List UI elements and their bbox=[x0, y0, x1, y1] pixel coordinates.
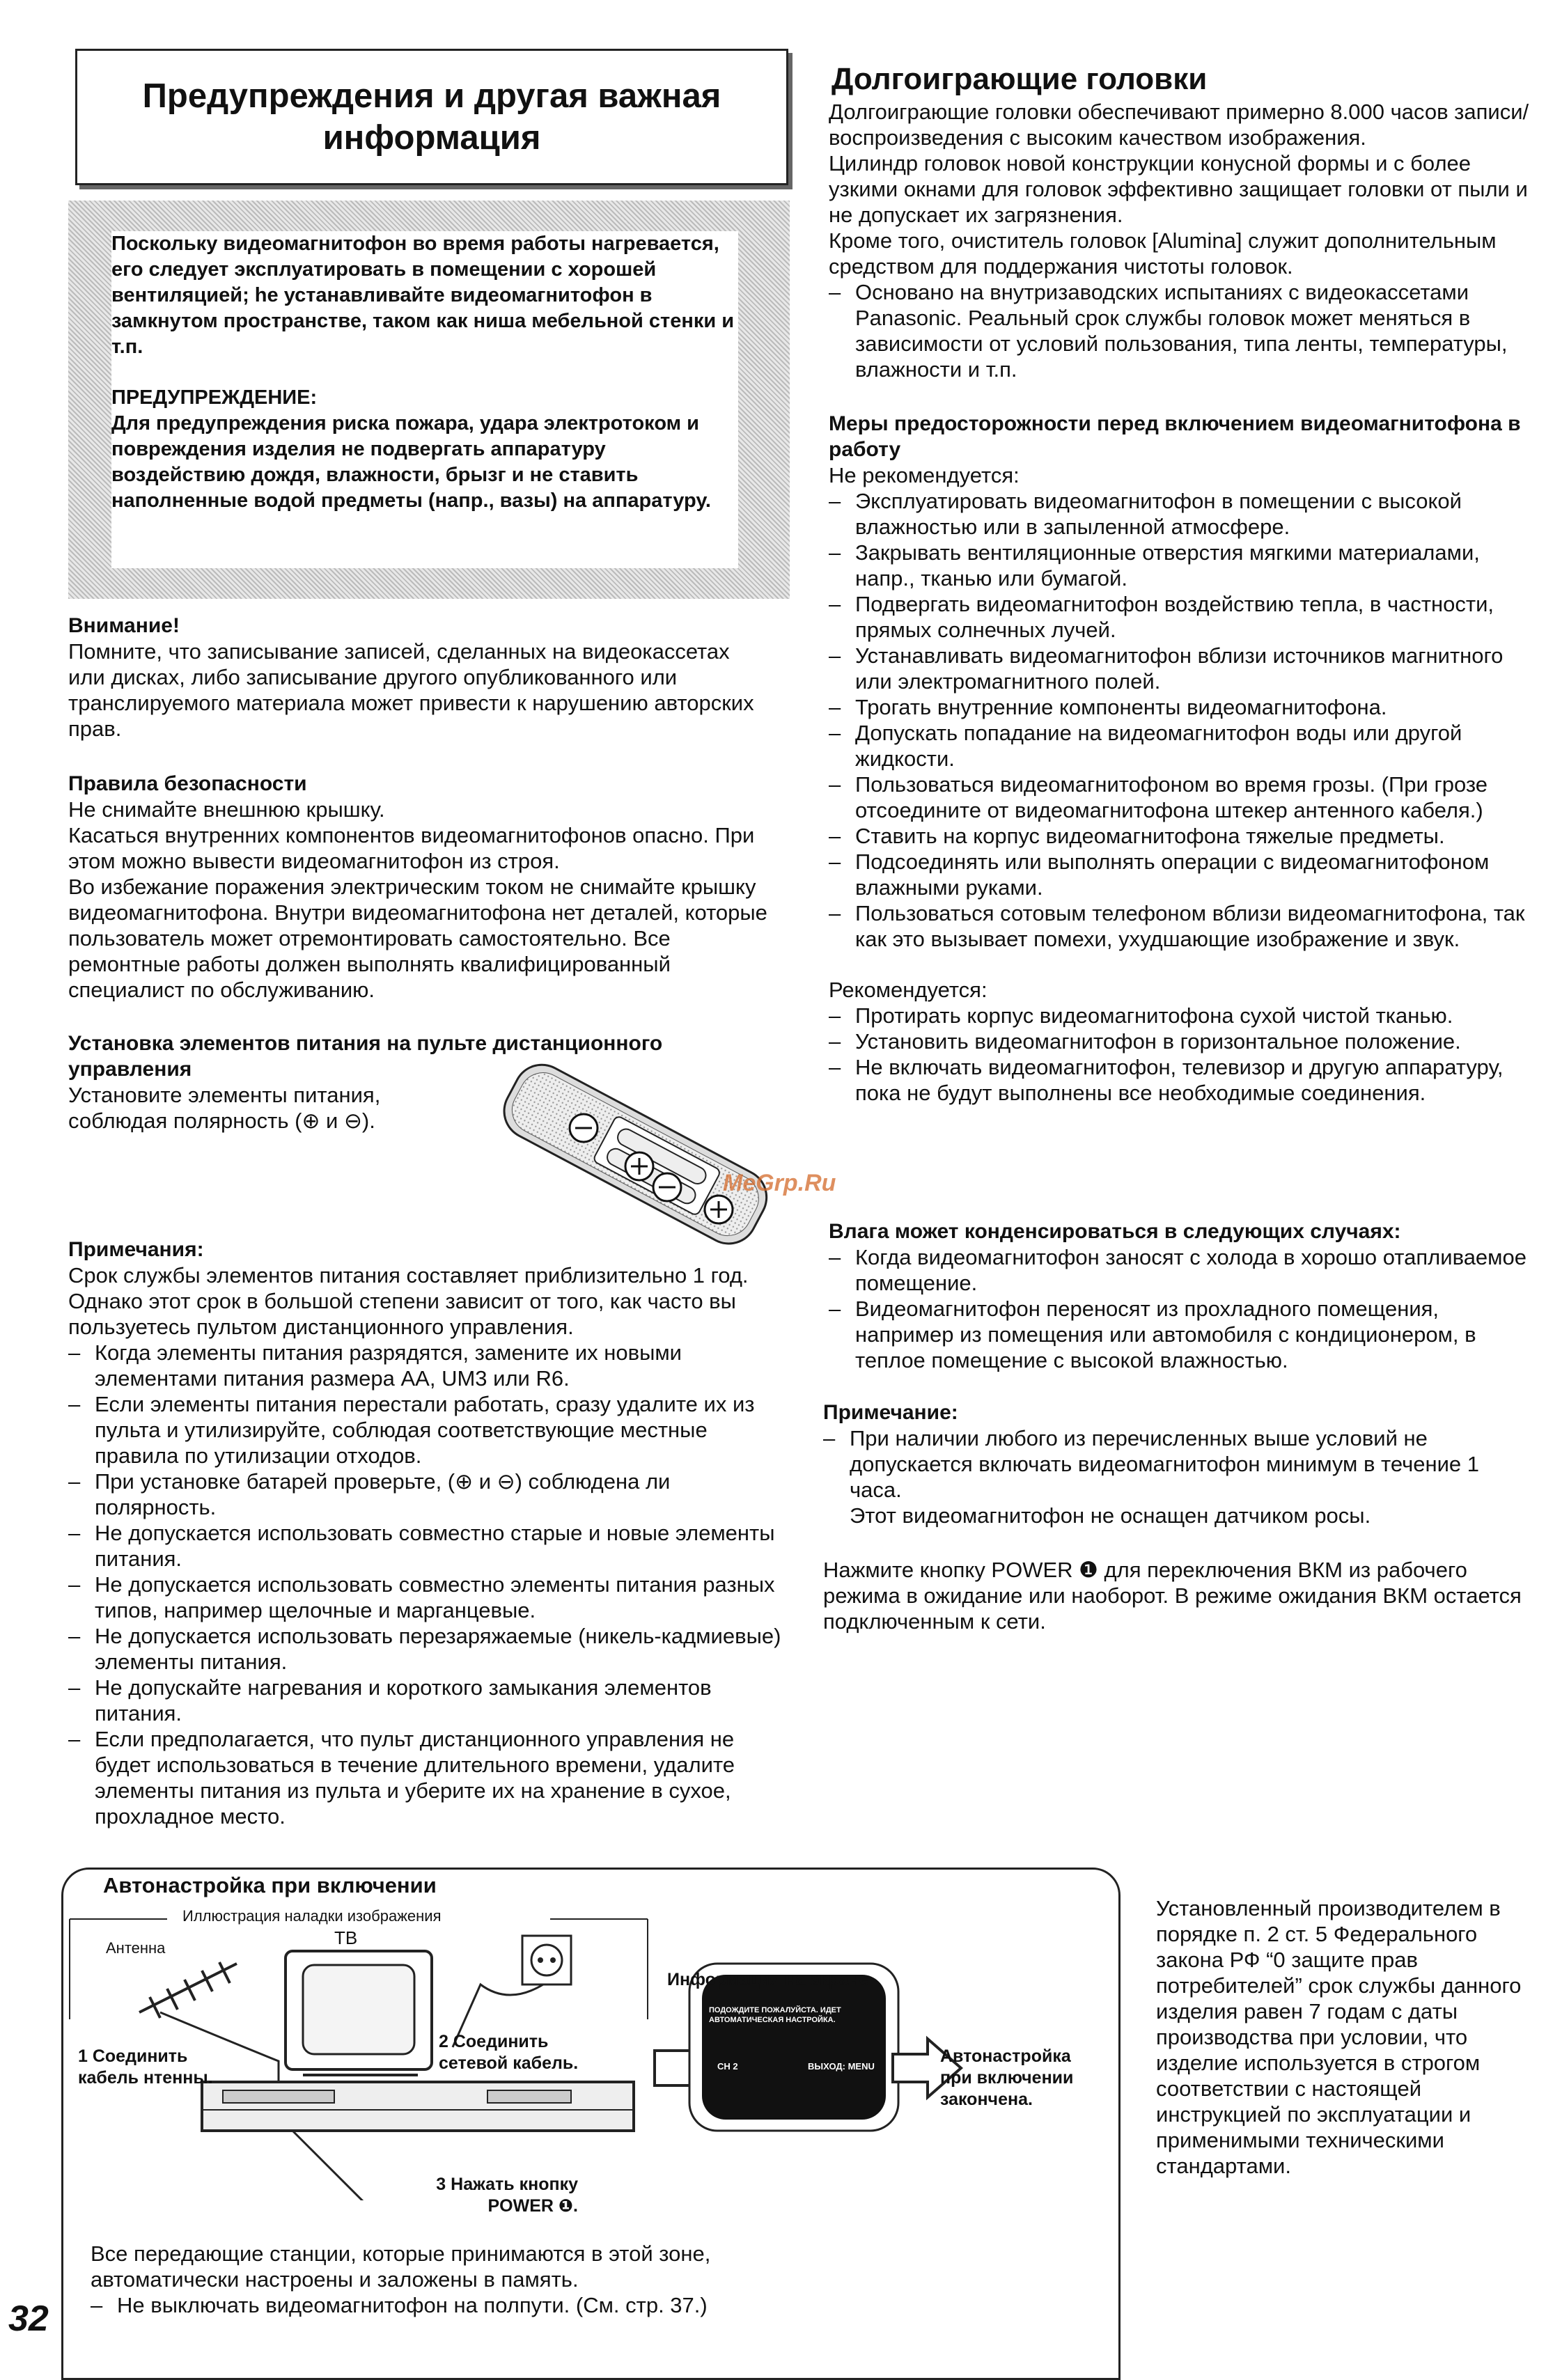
list-item: – Допускать попадание на видеомагнитофон воды или другой жидкости. bbox=[829, 720, 1536, 772]
heads-list bbox=[829, 279, 1532, 382]
warning-intro: Поскольку видеомагнитофон во время работы нагревается, его следует эксплуатировать в помещении с хорошей вентиляцией; he устанавливайте видеомагнитофон в замкнутом пространстве, таком как ниша мебельной стенки и т.п. bbox=[111, 233, 735, 358]
list-item: – При установке батарей проверьте, (⊕ и ⊖) соблюдена ли полярность. bbox=[68, 1469, 786, 1520]
attention-section bbox=[68, 613, 772, 742]
heads-title: Долгоиграющие головки bbox=[831, 62, 1208, 96]
list-item: – Устанавливать видеомагнитофон вблизи источников магнитного или электромагнитного полей. bbox=[829, 643, 1536, 694]
note-section bbox=[823, 1400, 1530, 1528]
autotune-subtitle: Иллюстрация наладки изображения bbox=[182, 1907, 442, 1925]
warning-heading: ПРЕДУПРЕЖДЕНИЕ: bbox=[111, 386, 318, 409]
legal-notice bbox=[1156, 1895, 1532, 2179]
recommended-list bbox=[829, 1003, 1536, 1106]
safety-line: Во избежание поражения электрическим током не снимайте крышку видеомагнитофона. Внутри видеомагнитофона нет деталей, которые пользователь может отремонтировать самостоятельно. Все ремонтные работы должен выполнять квалифицированный специалист по обслуживанию. bbox=[68, 875, 767, 1002]
precautions-heading: Меры предосторожности перед включением видеомагнитофона в работу bbox=[829, 412, 1521, 461]
attention-text: Помните, что записывание записей, сделанных на видеокассетах или дисках, либо записывание другого опубликованного или транслируемого материала может привести к нарушению авторских прав. bbox=[68, 639, 754, 741]
list-item: – Если предполагается, что пульт дистанционного управления не будет использоваться в течение длительного времени, удалите элементы питания из пульта и уберите их на хранение в сухое, прохладное место. bbox=[68, 1726, 786, 1829]
page-number: 32 bbox=[8, 2299, 49, 2339]
precautions-section bbox=[829, 411, 1536, 1106]
page-title-box bbox=[75, 49, 788, 185]
step-1: 1 Соединить кабель нтенны. bbox=[78, 2046, 213, 2088]
list-item: – Подвергать видеомагнитофон воздействию тепла, в частности, прямых солнечных лучей. bbox=[829, 591, 1536, 643]
autotune-bottom-text: Все передающие станции, которые принимаются в этой зоне, автоматически настроены и заложены в память. bbox=[91, 2241, 711, 2292]
heads-text: Кроме того, очиститель головок [Alumina] служит дополнительным средством для поддержания чистоты головок. bbox=[829, 228, 1497, 279]
power-section bbox=[823, 1557, 1530, 1634]
note-list bbox=[823, 1425, 1530, 1503]
warning-text: Для предупреждения риска пожара, удара электротоком и повреждения изделия не подвергать аппаратуру воздействию дождя, влажности, брызг и не ставить наполненные водой предметы (напр., вазы) на аппаратуру. bbox=[111, 412, 711, 512]
not-recommended-list bbox=[829, 488, 1536, 952]
warning-box-inner bbox=[111, 231, 738, 568]
note-heading: Примечание: bbox=[823, 1401, 958, 1424]
list-item: – Не включать видеомагнитофон, телевизор и другую аппаратуру, пока не будут выполнены все необходимые соединения. bbox=[829, 1054, 1536, 1106]
battery-heading: Установка элементов питания на пульте дистанционного управления bbox=[68, 1032, 663, 1081]
tv-icon bbox=[286, 1951, 432, 2075]
list-item: – Протирать корпус видеомагнитофона сухой чистой тканью. bbox=[829, 1003, 1536, 1028]
list-item: – Не допускается использовать совместно элементы питания разных типов, например щелочные и марганцевые. bbox=[68, 1572, 786, 1623]
attention-heading: Внимание! bbox=[68, 614, 180, 637]
list-item: – Подсоединять или выполнять операции с видеомагнитофоном влажными руками. bbox=[829, 849, 1536, 900]
list-item: – Пользоваться видеомагнитофоном во время грозы. (При грозе отсоедините от видеомагнитофона штекер антенного кабеля.) bbox=[829, 772, 1536, 823]
list-item: – Если элементы питания перестали работать, сразу удалите их из пульта и утилизируйте, соблюдая соответствующие местные правила по утилизации отходов. bbox=[68, 1391, 786, 1469]
screen-info-label: Информация на экране bbox=[667, 1970, 869, 1989]
battery-instruction bbox=[68, 1082, 430, 1134]
autotune-title: Автонастройка при включении bbox=[103, 1873, 437, 1897]
step-3: 3 Нажать кнопку POWER ❶. bbox=[436, 2175, 578, 2216]
watermark: MeGrp.Ru bbox=[723, 1170, 836, 1196]
condensation-heading: Влага может конденсироваться в следующих случаях: bbox=[829, 1220, 1401, 1243]
remote-control-illustration bbox=[481, 1053, 787, 1262]
list-item: – Не допускается использовать совместно старые и новые элементы питания. bbox=[68, 1520, 786, 1572]
antenna-label: Антенна bbox=[106, 1939, 166, 1957]
step-2: 2 Соединить сетевой кабель. bbox=[439, 2032, 579, 2073]
list-item: – Не выключать видеомагнитофон на полпути. (См. стр. 37.) bbox=[91, 2292, 773, 2318]
notes-section bbox=[68, 1237, 786, 1829]
safety-heading: Правила безопасности bbox=[68, 772, 307, 795]
heads-text: Цилиндр головок новой конструкции конусной формы и с более узкими окнами для головок эффективно защищает головки от пыли и не допускает их загрязнения. bbox=[829, 151, 1528, 227]
safety-line: Не снимайте внешнюю крышку. bbox=[68, 797, 385, 822]
list-item: – Не допускается использовать перезаряжаемые (никель-кадмиевые) элементы питания. bbox=[68, 1623, 786, 1675]
screen-exit: ВЫХОД: MENU bbox=[808, 2061, 875, 2072]
tv-label: ТВ bbox=[334, 1927, 358, 1948]
list-item: – Когда элементы питания разрядятся, замените их новыми элементами питания размера АА, UM3 или R6. bbox=[68, 1340, 786, 1391]
list-item: – Установить видеомагнитофон в горизонтальное положение. bbox=[829, 1028, 1536, 1054]
not-recommended-label: Не рекомендуется: bbox=[829, 463, 1020, 487]
warning-box bbox=[68, 201, 790, 599]
recommended-label: Рекомендуется: bbox=[829, 978, 987, 1002]
list-item: – Когда видеомагнитофон заносят с холода в хорошо отапливаемое помещение. bbox=[829, 1244, 1536, 1296]
autotune-list bbox=[91, 2292, 773, 2318]
condensation-section bbox=[829, 1219, 1536, 1373]
list-item: – Пользоваться сотовым телефоном вблизи видеомагнитофона, так как это вызывает помехи, ухудшающие изображение и звук. bbox=[829, 900, 1536, 952]
list-item: – Закрывать вентиляционные отверстия мягкими материалами, напр., тканью или бумагой. bbox=[829, 540, 1536, 591]
legal-text: Установленный производителем в порядке п. 2 ст. 5 Федерального закона РФ “0 защите прав потребителей” срок службы данного изделия равен 7 годам с даты производства при условии, что изделие используется в строгом соответствии с настоящей инструкцией по эксплуатации и применимыми техническими стандартами. bbox=[1156, 1896, 1522, 2178]
list-item: – Основано на внутризаводских испытаниях с видеокассетами Panasonic. Реальный срок службы головок может меняться в зависимости от условий пользования, типа ленты, температуры, влажности и т.п. bbox=[829, 279, 1532, 382]
safety-section bbox=[68, 771, 786, 1003]
polarity-plus-icon bbox=[705, 1196, 733, 1223]
power-text: Нажмите кнопку POWER ❶ для переключения ВКМ из рабочего режима в ожидание или наоборот. В режиме ожидания ВКМ остается подключенным к сети. bbox=[823, 1558, 1522, 1634]
list-item: – Эксплуатировать видеомагнитофон в помещении с высокой влажностью или в запыленной атмосфере. bbox=[829, 488, 1536, 540]
screen-text: ПОДОЖДИТЕ ПОЖАЛУЙСТА. ИДЕТ АВТОМАТИЧЕСКАЯ НАСТРОЙКА. bbox=[709, 2006, 841, 2024]
list-item: – Не допускайте нагревания и короткого замыкания элементов питания. bbox=[68, 1675, 786, 1726]
safety-line: Касаться внутренних компонентов видеомагнитофонов опасно. При этом можно вывести видеомагнитофон из строя. bbox=[68, 823, 755, 873]
notes-list bbox=[68, 1340, 786, 1829]
condensation-list bbox=[829, 1244, 1536, 1373]
polarity-minus-icon bbox=[653, 1173, 681, 1201]
heads-text: Долгоиграющие головки обеспечивают примерно 8.000 часов записи/воспроизведения с высоким качеством изображения. bbox=[829, 100, 1529, 150]
wall-socket-icon bbox=[453, 1936, 571, 2047]
polarity-minus-icon bbox=[570, 1114, 598, 1142]
list-item: – Трогать внутренние компоненты видеомагнитофона. bbox=[829, 694, 1536, 720]
heads-section bbox=[829, 99, 1532, 382]
page-title: Предупреждения и другая важная информация bbox=[142, 77, 721, 157]
notes-heading: Примечания: bbox=[68, 1238, 204, 1261]
notes-text: Срок службы элементов питания составляет приблизительно 1 год. Однако этот срок в большой степени зависит от того, как часто вы пользуетесь пультом дистанционного управления. bbox=[68, 1263, 749, 1339]
screen-channel: CH 2 bbox=[717, 2061, 738, 2072]
list-item: – Видеомагнитофон переносят из прохладного помещения, например из помещения или автомобиля с кондиционером, в теплое помещение с высокой влажностью. bbox=[829, 1296, 1536, 1373]
autotune-done: Автонастройка при включении закончена. bbox=[940, 2046, 1074, 2109]
list-item: – Ставить на корпус видеомагнитофона тяжелые предметы. bbox=[829, 823, 1536, 849]
list-item: – При наличии любого из перечисленных выше условий не допускается включать видеомагнитофон минимум в течение 1 часа. bbox=[823, 1425, 1530, 1503]
battery-text: Установите элементы питания, соблюдая полярность (⊕ и ⊖). bbox=[68, 1083, 381, 1133]
autotune-bottom bbox=[91, 2241, 773, 2318]
polarity-plus-icon bbox=[625, 1152, 653, 1180]
note-extra: Этот видеомагнитофон не оснащен датчиком росы. bbox=[850, 1503, 1371, 1528]
